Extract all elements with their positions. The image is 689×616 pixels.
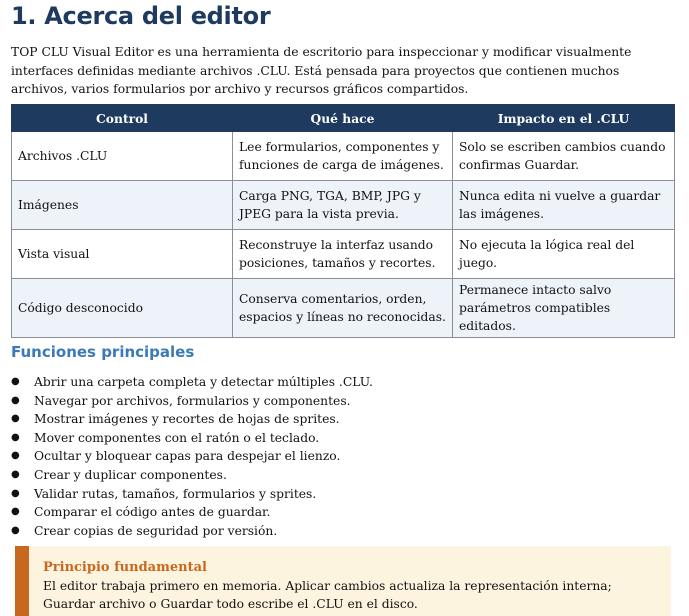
bullet-icon: ● bbox=[11, 450, 20, 462]
principle-callout bbox=[15, 546, 671, 616]
bullet-icon: ● bbox=[11, 487, 20, 499]
table-cell: Archivos .CLU bbox=[12, 132, 233, 181]
list-item bbox=[11, 373, 373, 392]
table-cell: Vista visual bbox=[12, 230, 233, 279]
bullet-icon: ● bbox=[11, 413, 20, 425]
bullet-icon: ● bbox=[11, 468, 20, 480]
functions-list bbox=[11, 373, 373, 540]
table-cell: No ejecuta la lógica real del juego. bbox=[453, 230, 675, 279]
list-item-text: Navegar por archivos, formularios y componentes. bbox=[34, 393, 351, 408]
callout-body: El editor trabaja primero en memoria. Aplicar cambios actualiza la representación interna; Guardar archivo o Guardar todo escribe el .CLU en el disco. bbox=[43, 579, 612, 611]
list-item-text: Validar rutas, tamaños, formularios y sprites. bbox=[34, 486, 317, 501]
bullet-icon: ● bbox=[11, 376, 20, 387]
list-item bbox=[11, 410, 373, 429]
callout-title: Principio fundamental bbox=[43, 560, 207, 575]
list-item bbox=[11, 447, 373, 466]
table-row bbox=[12, 279, 675, 338]
bullet-icon: ● bbox=[11, 394, 20, 406]
table-cell: Nunca edita ni vuelve a guardar las imágenes. bbox=[453, 181, 675, 230]
bullet-icon: ● bbox=[11, 506, 20, 518]
list-item-text: Mover componentes con el ratón o el teclado. bbox=[34, 430, 320, 445]
controls-table bbox=[11, 104, 675, 338]
page-title: 1. Acerca del editor bbox=[11, 2, 271, 30]
table-cell: Reconstruye la interfaz usando posiciones, tamaños y recortes. bbox=[233, 230, 453, 279]
table-cell: Conserva comentarios, orden, espacios y líneas no reconocidas. bbox=[233, 279, 453, 338]
table-cell: Código desconocido bbox=[12, 279, 233, 338]
list-item bbox=[11, 522, 373, 541]
table-cell: Imágenes bbox=[12, 181, 233, 230]
list-item bbox=[11, 429, 373, 448]
column-header-what: Qué hace bbox=[233, 105, 453, 132]
table-cell: Lee formularios, componentes y funciones de carga de imágenes. bbox=[233, 132, 453, 181]
list-item bbox=[11, 466, 373, 485]
section-heading: Funciones principales bbox=[11, 343, 195, 361]
table-header-row bbox=[12, 105, 675, 132]
table-cell: Carga PNG, TGA, BMP, JPG y JPEG para la vista previa. bbox=[233, 181, 453, 230]
list-item bbox=[11, 485, 373, 504]
intro-paragraph: TOP CLU Visual Editor es una herramienta de escritorio para inspeccionar y modificar visualmente interfaces definidas mediante archivos .CLU. Está pensada para proyectos que contienen muchos archivos, varios formularios por archivo y recursos gráficos compartidos. bbox=[11, 45, 632, 96]
list-item-text: Mostrar imágenes y recortes de hojas de sprites. bbox=[34, 412, 340, 427]
list-item bbox=[11, 503, 373, 522]
list-item-text: Crear y duplicar componentes. bbox=[34, 467, 227, 482]
column-header-control: Control bbox=[12, 105, 233, 132]
list-item-text: Crear copias de seguridad por versión. bbox=[34, 523, 278, 538]
list-item-text: Abrir una carpeta completa y detectar múltiples .CLU. bbox=[34, 375, 373, 389]
table-row bbox=[12, 230, 675, 279]
table-row bbox=[12, 132, 675, 181]
bullet-icon: ● bbox=[11, 524, 20, 536]
table-row bbox=[12, 181, 675, 230]
column-header-impact: Impacto en el .CLU bbox=[453, 105, 675, 132]
bullet-icon: ● bbox=[11, 431, 20, 443]
table-cell: Permanece intacto salvo parámetros compatibles editados. bbox=[453, 279, 675, 338]
table-cell: Solo se escriben cambios cuando confirmas Guardar. bbox=[453, 132, 675, 181]
list-item bbox=[11, 392, 373, 411]
list-item-text: Comparar el código antes de guardar. bbox=[34, 505, 271, 520]
list-item-text: Ocultar y bloquear capas para despejar el lienzo. bbox=[34, 449, 341, 464]
